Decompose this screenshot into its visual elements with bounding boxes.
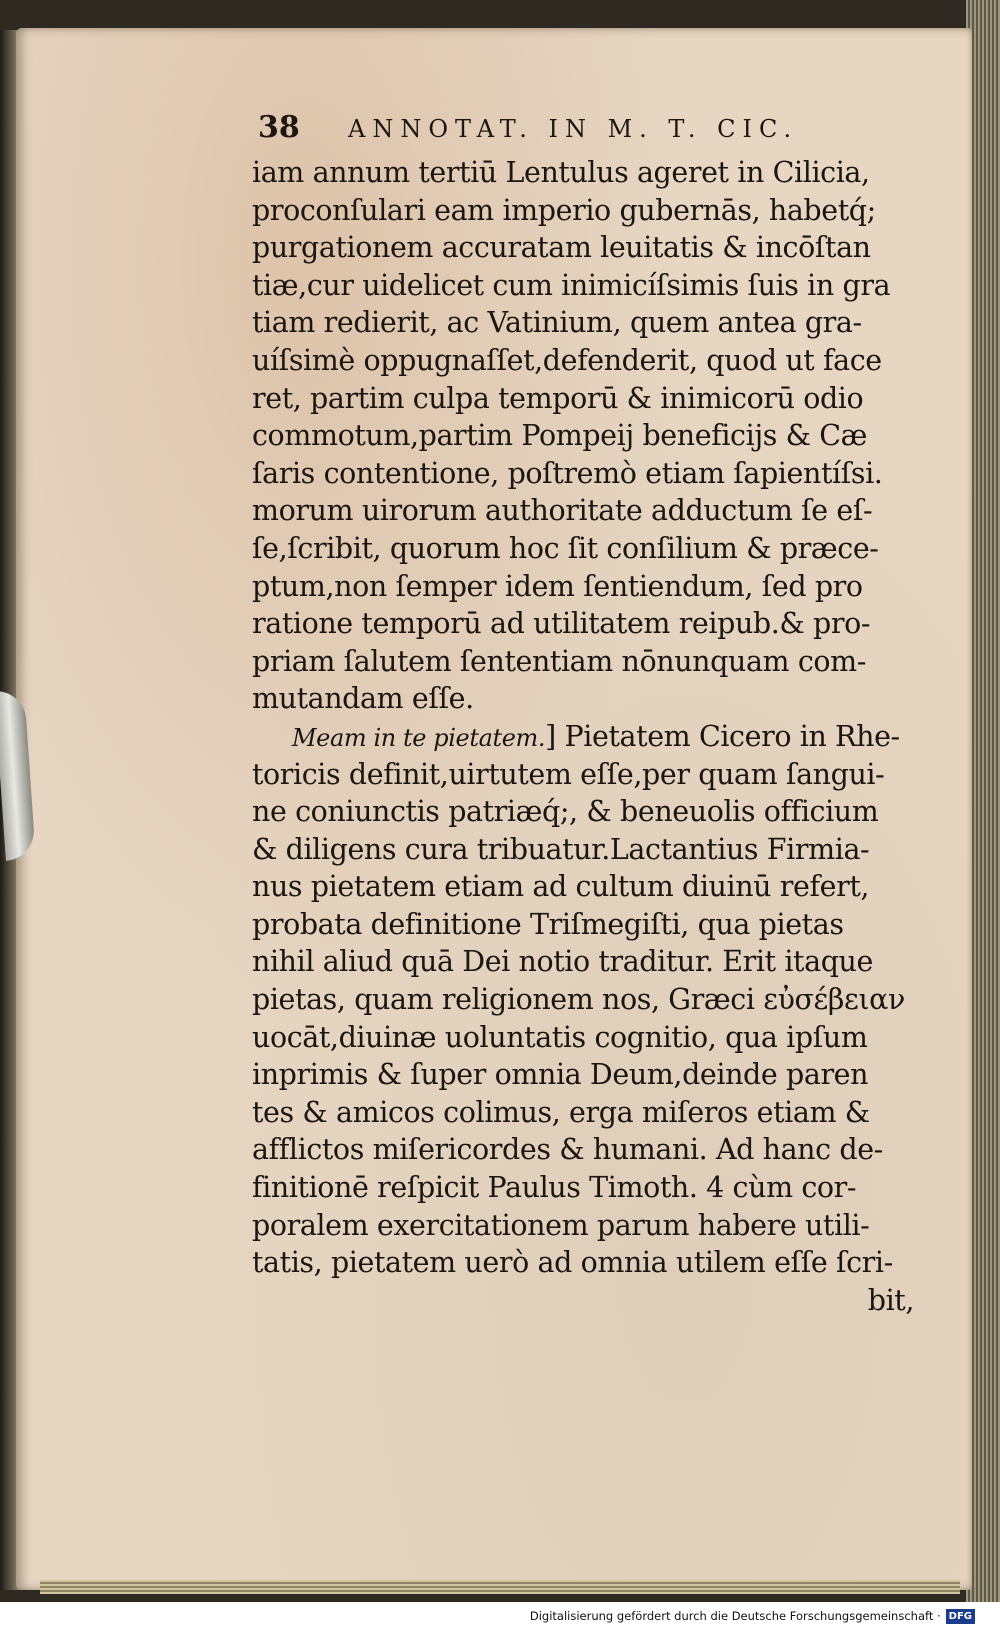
text-line: ptum,non ſemper idem ſentiendum, ſed pro <box>252 569 863 603</box>
lemma: Meam in te pietatem. <box>292 723 546 752</box>
text-line: inprimis & ſuper omnia Deum,deinde paren <box>252 1058 869 1092</box>
dfg-logo: DFG <box>946 1609 975 1624</box>
text-line: ſaris contentione, poſtremò etiam ſapientíſsi. <box>252 456 883 490</box>
text-line: mutandam eſſe. <box>252 682 474 716</box>
running-head <box>258 110 898 154</box>
text-line: tiam redierit, ac Vatinium, quem antea gra- <box>252 306 862 340</box>
text-line: ne coniunctis patriæq́;, & beneuolis officium <box>252 795 879 829</box>
text-line: nihil aliud quā Dei notio traditur. Erit itaque <box>252 945 873 979</box>
page-number: 38 <box>258 110 300 145</box>
body-text <box>252 154 924 1319</box>
running-title: ANNOTAT. IN M. T. CIC. <box>348 115 799 143</box>
text-line: iam annum tertiū Lentulus ageret in Cilicia, <box>252 156 870 189</box>
text-line: purgationem accuratam leuitatis & incōſtan <box>252 231 871 265</box>
text-line: tatis, pietatem uerò ad omnia utilem eſſe ſcri- <box>252 1246 893 1280</box>
text-line: ſe,ſcribit, quorum hoc ſit conſilium & præce- <box>252 531 879 565</box>
text-line: tiæ,cur uidelicet cum inimicíſsimis ſuis in gra <box>252 268 891 302</box>
lemma-line <box>252 718 924 756</box>
catchword: bit, <box>867 1283 914 1317</box>
text-line: uocāt,diuinæ uoluntatis cognitio, qua ipſum <box>252 1020 868 1054</box>
text-line: commotum,partim Pompeij beneficijs & Cæ <box>252 419 868 453</box>
text-line: ret, partim culpa temporū & inimicorū odio <box>252 381 864 415</box>
text-line: proconſulari eam imperio gubernās, habetq́; <box>252 193 876 227</box>
text-line: finitionē reſpicit Paulus Timoth. 4 cùm cor- <box>252 1171 857 1205</box>
text-line: nus pietatem etiam ad cultum diuinū refert, <box>252 870 870 904</box>
text-line: probata definitione Triſmegiſti, qua pietas <box>252 907 844 941</box>
text-line: pietas, quam religionem nos, Græci εὐσέβειαν <box>252 983 905 1017</box>
text-line: ratione temporū ad utilitatem reipub.& pro- <box>252 607 871 641</box>
credit-text: Digitalisierung gefördert durch die Deutsche Forschungsgemeinschaft · <box>529 1609 941 1623</box>
text-line: uíſsimè oppugnaſſet,defenderit, quod ut face <box>252 343 882 377</box>
page-bottom-edge <box>40 1580 960 1594</box>
text-line: priam ſalutem ſententiam nōnunquam com- <box>252 644 866 678</box>
text-line: afflictos miſericordes & humani. Ad hanc de- <box>252 1133 883 1167</box>
text-line: tes & amicos colimus, erga miſeros etiam & <box>252 1095 870 1129</box>
text-line: poralem exercitationem parum habere utili- <box>252 1208 870 1242</box>
text-line: morum uirorum authoritate adductum ſe eſ- <box>252 494 873 528</box>
lemma-continuation: ] Pietatem Cicero in Rhe- <box>545 719 900 753</box>
text-line: toricis definit,uirtutem eſſe,per quam ſangui- <box>252 757 885 791</box>
text-line: & diligens cura tribuatur.Lactantius Firmia- <box>252 832 870 866</box>
digitization-credit <box>529 1606 975 1626</box>
